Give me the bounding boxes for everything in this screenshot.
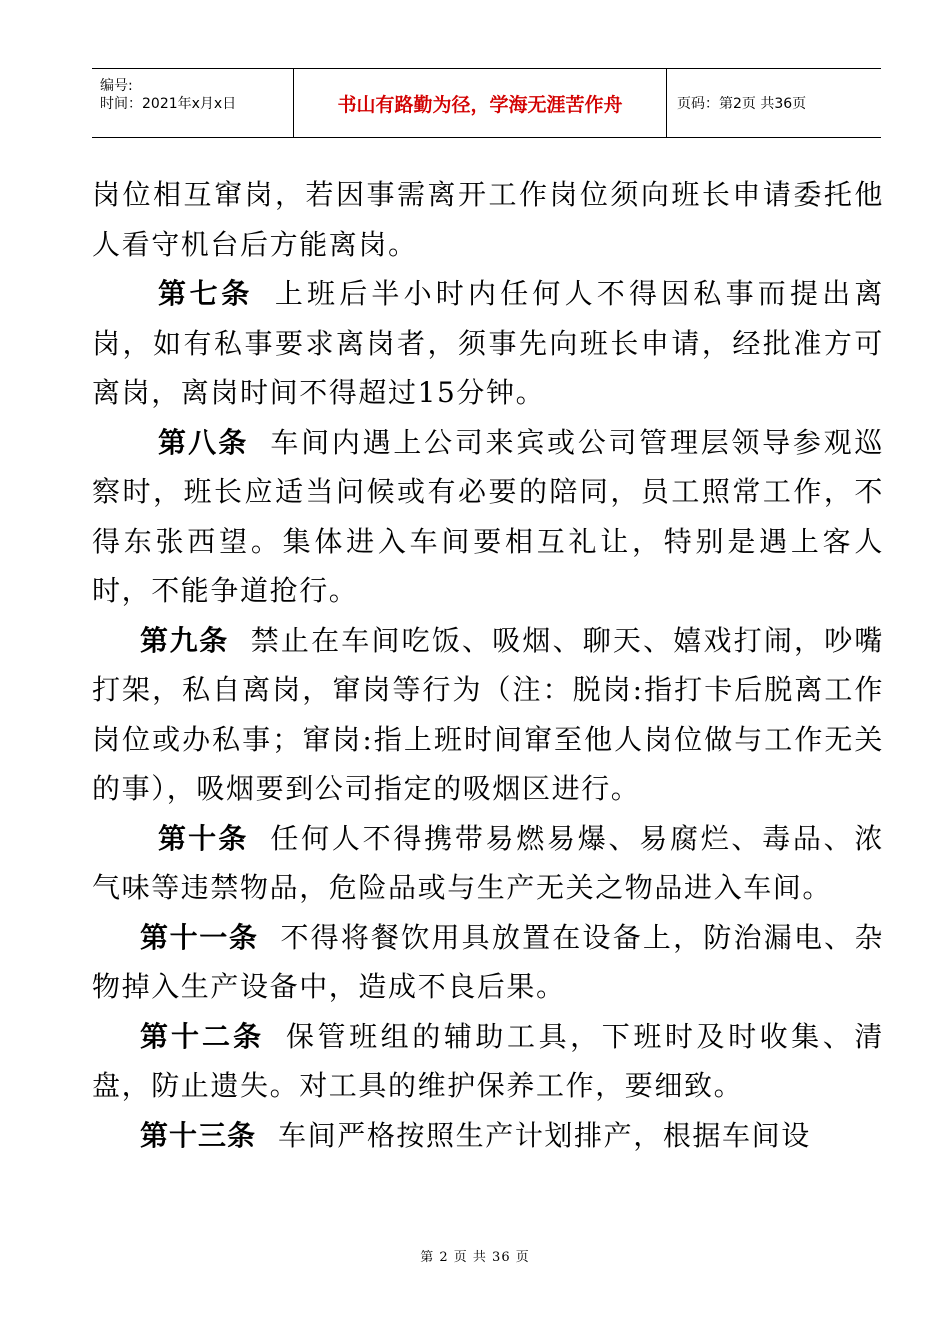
article-heading: 第七条 [158,277,253,310]
paragraph-text: 禁止在车间吃饭、吸烟、聊天、嬉戏打闹，吵嘴打架，私自离岗，窜岗等行为（注：脱岗:指打卡后脱离工作岗位或办私事；窜岗:指上班时间窜至他人岗位做与工作无关的事），吸烟要到公司指定的吸烟区进行。 [92,623,884,805]
header-meta-cell [92,69,294,137]
article-heading: 第十一条 [140,920,259,954]
article-7 [92,269,884,418]
paragraph-text: 上班后半小时内任何人不得因私事而提出离岗，如有私事要求离岗者，须事先向班长申请，经批准方可离岗，离岗时间不得超过15分钟。 [92,277,884,409]
article-8 [92,418,884,616]
header-page-cell [667,69,881,137]
paragraph-text: 车间严格按照生产计划排产，根据车间设 [278,1118,811,1152]
article-12 [92,1012,884,1111]
paragraph-text: 不得将餐饮用具放置在设备上，防治漏电、杂物掉入生产设备中，造成不良后果。 [92,920,884,1003]
document-body [92,170,884,1160]
paragraph-continuation [92,170,884,269]
page-footer: 第 2 页 共 36 页 [420,1250,530,1265]
article-10 [92,814,884,913]
article-heading: 第九条 [140,623,229,657]
article-9 [92,616,884,814]
document-number-label: 编号: [100,78,133,94]
header-motto-cell [294,69,667,137]
paragraph-text: 保管班组的辅助工具，下班时及时收集、清盘，防止遗失。对工具的维护保养工作，要细致。 [92,1019,884,1102]
article-13 [92,1111,884,1161]
header-page-code: 页码：第2页 共36页 [677,96,807,112]
paragraph-text: 岗位相互窜岗，若因事需离开工作岗位须向班长申请委托他人看守机台后方能离岗。 [92,178,884,261]
paragraph-text: 车间内遇上公司来宾或公司管理层领导参观巡察时，班长应适当问候或有必要的陪同，员工照常工作，不得东张西望。集体进入车间要相互礼让，特别是遇上客人时，不能争道抢行。 [92,425,884,607]
document-time-label: 时间：2021年x月x日 [100,96,237,112]
article-heading: 第十三条 [140,1118,257,1152]
paragraph-text: 任何人不得携带易燃易爆、易腐烂、毒品、浓气味等违禁物品，危险品或与生产无关之物品进入车间。 [92,821,884,904]
header-motto: 书山有路勤为径，学海无涯苦作舟 [337,93,623,116]
article-heading: 第八条 [158,425,249,459]
header-table [92,68,881,138]
article-heading: 第十条 [158,821,249,855]
article-heading: 第十二条 [140,1019,264,1053]
article-11 [92,913,884,1012]
